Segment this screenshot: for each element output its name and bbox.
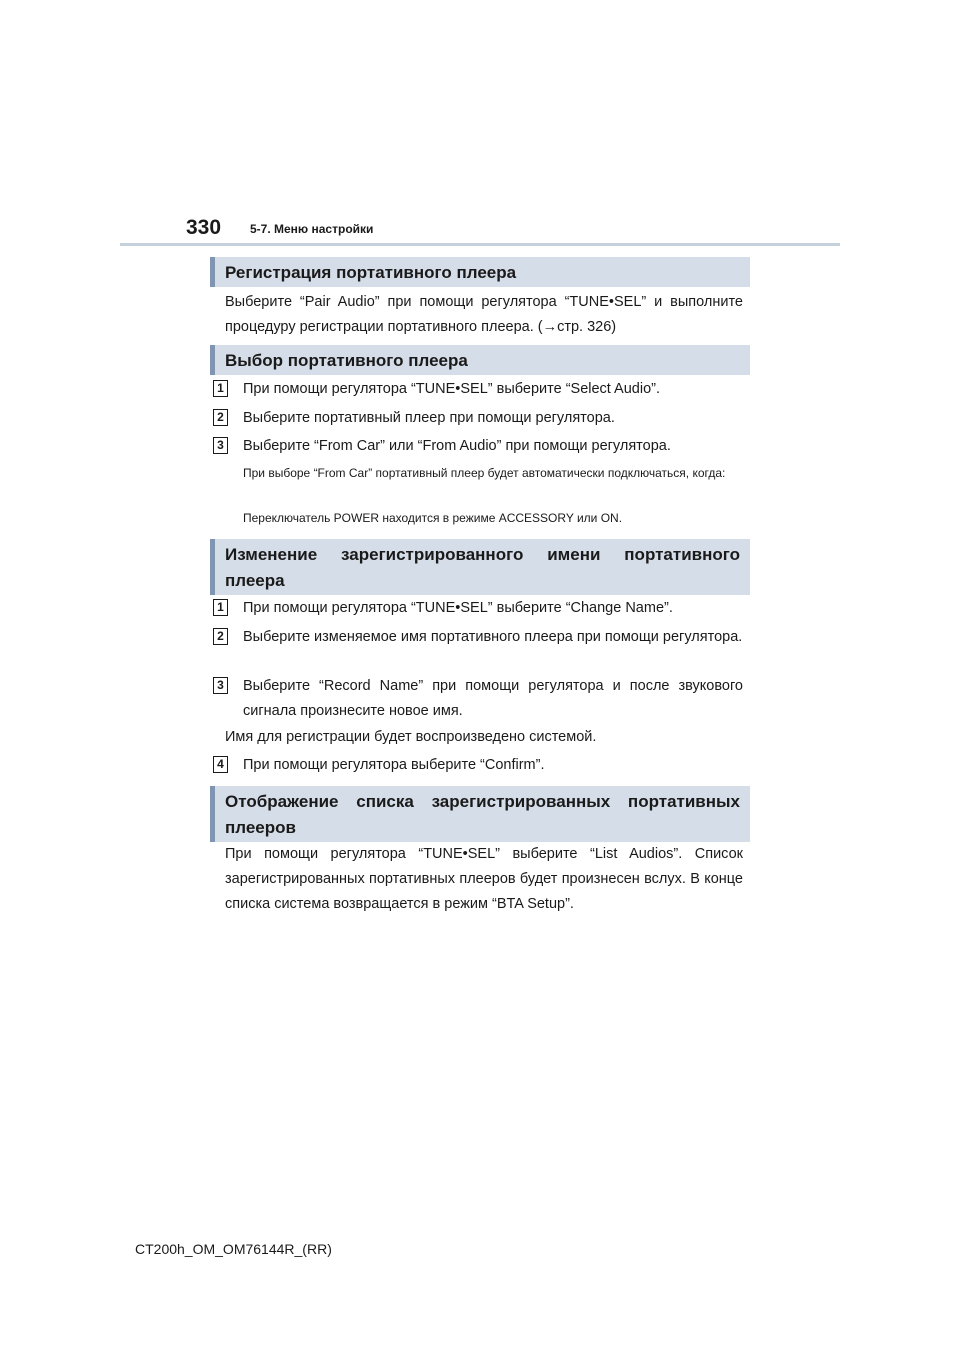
step-number-badge: 2 bbox=[213, 409, 228, 426]
step-number-badge: 2 bbox=[213, 628, 228, 645]
section-heading-list-players: Отображение списка зарегистрированных портативных плееров bbox=[210, 786, 750, 842]
step-text: Выберите портативный плеер при помощи регулятора. bbox=[243, 410, 615, 426]
section-heading-rename-player: Изменение зарегистрированного имени портативного плеера bbox=[210, 539, 750, 595]
page-number: 330 bbox=[186, 216, 222, 239]
section-heading-select-player: Выбор портативного плеера bbox=[210, 345, 750, 375]
section-heading-register-player: Регистрация портативного плеера bbox=[210, 257, 750, 287]
footer-doc-code: CT200h_OM_OM76144R_(RR) bbox=[135, 1241, 332, 1257]
section-body-register-player: Выберите “Pair Audio” при помощи регулятора “TUNE•SEL” и выполните процедуру регистрации портативного плеера. (→стр. 326) bbox=[225, 294, 743, 335]
step-text: Выберите изменяемое имя портативного плеера при помощи регулятора. bbox=[243, 629, 743, 645]
step-number-badge: 4 bbox=[213, 756, 228, 773]
note-text: При выборе “From Car” портативный плеер будет автоматически подключаться, когда: bbox=[243, 466, 726, 480]
interlude-text: Имя для регистрации будет воспроизведено системой. bbox=[225, 729, 597, 745]
header-divider bbox=[120, 243, 840, 246]
step-text: При помощи регулятора “TUNE•SEL” выберите “Change Name”. bbox=[243, 600, 673, 616]
section-body-list-players: При помощи регулятора “TUNE•SEL” выберите “List Audios”. Список зарегистрированных портативных плееров будет произнесен вслух. В конце списка система возвращается в режим “BTA Setup”. bbox=[225, 846, 743, 912]
step-number-badge: 1 bbox=[213, 599, 228, 616]
step-number-badge: 3 bbox=[213, 677, 228, 694]
step-number-badge: 1 bbox=[213, 380, 228, 397]
chapter-title: 5-7. Меню настройки bbox=[250, 222, 374, 236]
note-text: Переключатель POWER находится в режиме ACCESSORY или ON. bbox=[243, 511, 623, 525]
step-text: При помощи регулятора “TUNE•SEL” выберите “Select Audio”. bbox=[243, 381, 660, 397]
step-text: Выберите “Record Name” при помощи регулятора и после звукового сигнала произнесите новое имя. bbox=[243, 678, 743, 719]
step-number-badge: 3 bbox=[213, 437, 228, 454]
step-text: Выберите “From Car” или “From Audio” при помощи регулятора. bbox=[243, 438, 671, 454]
step-text: При помощи регулятора выберите “Confirm”. bbox=[243, 757, 545, 773]
